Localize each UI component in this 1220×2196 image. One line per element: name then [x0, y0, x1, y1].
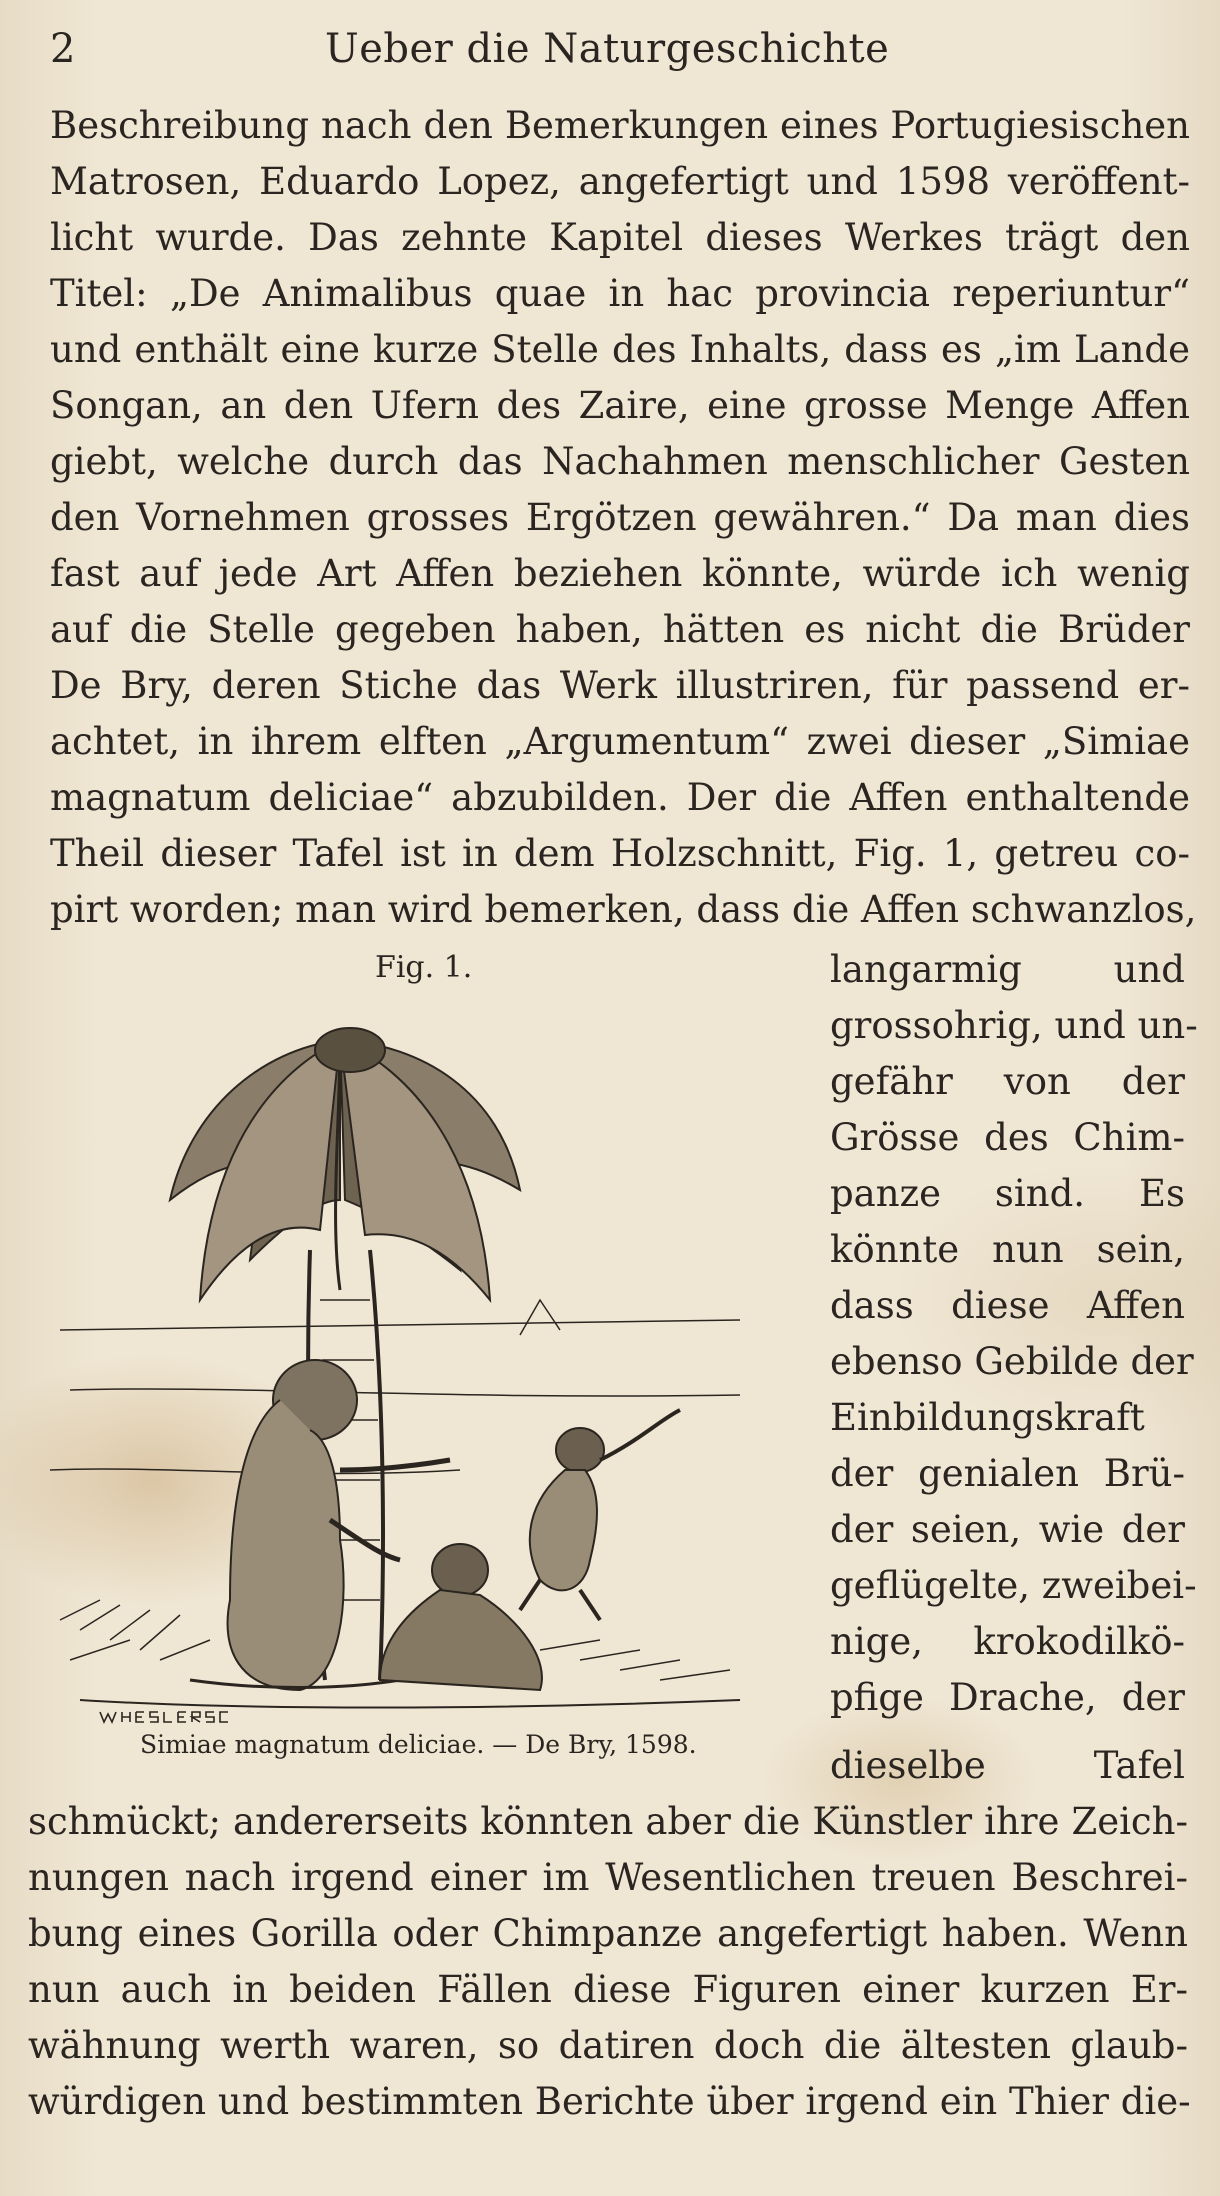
text-line: der seien, wie der [830, 1508, 1185, 1551]
text-line: ebenso Gebilde der [830, 1340, 1194, 1383]
text-line: geflügelte, zweibei- [830, 1564, 1197, 1607]
text-line: nun auch in beiden Fällen diese Figuren einer kurzen Er- [28, 1968, 1188, 2011]
text-line: pirt worden; man wird bemerken, dass die Affen schwanzlos, [50, 888, 1197, 931]
page-header [50, 18, 1200, 78]
text-line: auf die Stelle gegeben haben, hätten es nicht die Brüder [50, 608, 1190, 651]
text-line: dieselbe Tafel [830, 1744, 1185, 1787]
text-line: bung eines Gorilla oder Chimpanze angefertigt haben. Wenn [28, 1912, 1188, 1955]
text-line: würdigen und bestimmten Berichte über irgend ein Thier die- [28, 2080, 1191, 2123]
text-line: könnte nun sein, [830, 1228, 1185, 1271]
page-number: 2 [50, 26, 76, 72]
running-head: Ueber die Naturgeschichte [325, 26, 890, 72]
figure-label: Fig. 1. [375, 950, 473, 985]
text-line: achtet, in ihrem elften „Argumentum“ zwei dieser „Simiae [50, 720, 1190, 763]
text-line: und enthält eine kurze Stelle des Inhalts, dass es „im Lande [50, 328, 1190, 371]
text-line: Songan, an den Ufern des Zaire, eine grosse Menge Affen [50, 384, 1190, 427]
figure-caption: Simiae magnatum deliciae. — De Bry, 1598. [140, 1730, 697, 1759]
text-line: nige, krokodilkö- [830, 1620, 1185, 1663]
text-line: den Vornehmen grosses Ergötzen gewähren.“ Da man dies [50, 496, 1190, 539]
text-line: licht wurde. Das zehnte Kapitel dieses Werkes trägt den [50, 216, 1190, 259]
text-line: langarmig und [830, 948, 1185, 991]
text-line: grossohrig, und un- [830, 1004, 1198, 1047]
text-line: gefähr von der [830, 1060, 1185, 1103]
text-line: fast auf jede Art Affen beziehen könnte, würde ich wenig [50, 552, 1190, 595]
text-line: wähnung werth waren, so datiren doch die ältesten glaub- [28, 2024, 1188, 2067]
text-line: panze sind. Es [830, 1172, 1185, 1215]
text-line: Titel: „De Animalibus quae in hac provincia reperiuntur“ [50, 272, 1190, 315]
text-line: Beschreibung nach den Bemerkungen eines Portugiesischen [50, 104, 1190, 147]
text-line: nungen nach irgend einer im Wesentlichen treuen Beschrei- [28, 1856, 1188, 1899]
text-line: dass diese Affen [830, 1284, 1185, 1327]
text-line: der genialen Brü- [830, 1452, 1185, 1495]
text-line: schmückt; andererseits könnten aber die Künstler ihre Zeich- [28, 1800, 1188, 1843]
text-line: pfige Drache, der [830, 1676, 1185, 1719]
text-line: De Bry, deren Stiche das Werk illustriren, für passend er- [50, 664, 1190, 707]
text-line: giebt, welche durch das Nachahmen menschlicher Gesten [50, 440, 1190, 483]
text-line: Einbildungskraft [830, 1396, 1145, 1439]
text-line: Grösse des Chim- [830, 1116, 1185, 1159]
woodcut-illustration [40, 1000, 800, 1730]
text-line: Theil dieser Tafel ist in dem Holzschnitt, Fig. 1, getreu co- [50, 832, 1190, 875]
text-line: magnatum deliciae“ abzubilden. Der die Affen enthaltende [50, 776, 1190, 819]
text-line: Matrosen, Eduardo Lopez, angefertigt und 1598 veröffent- [50, 160, 1190, 203]
